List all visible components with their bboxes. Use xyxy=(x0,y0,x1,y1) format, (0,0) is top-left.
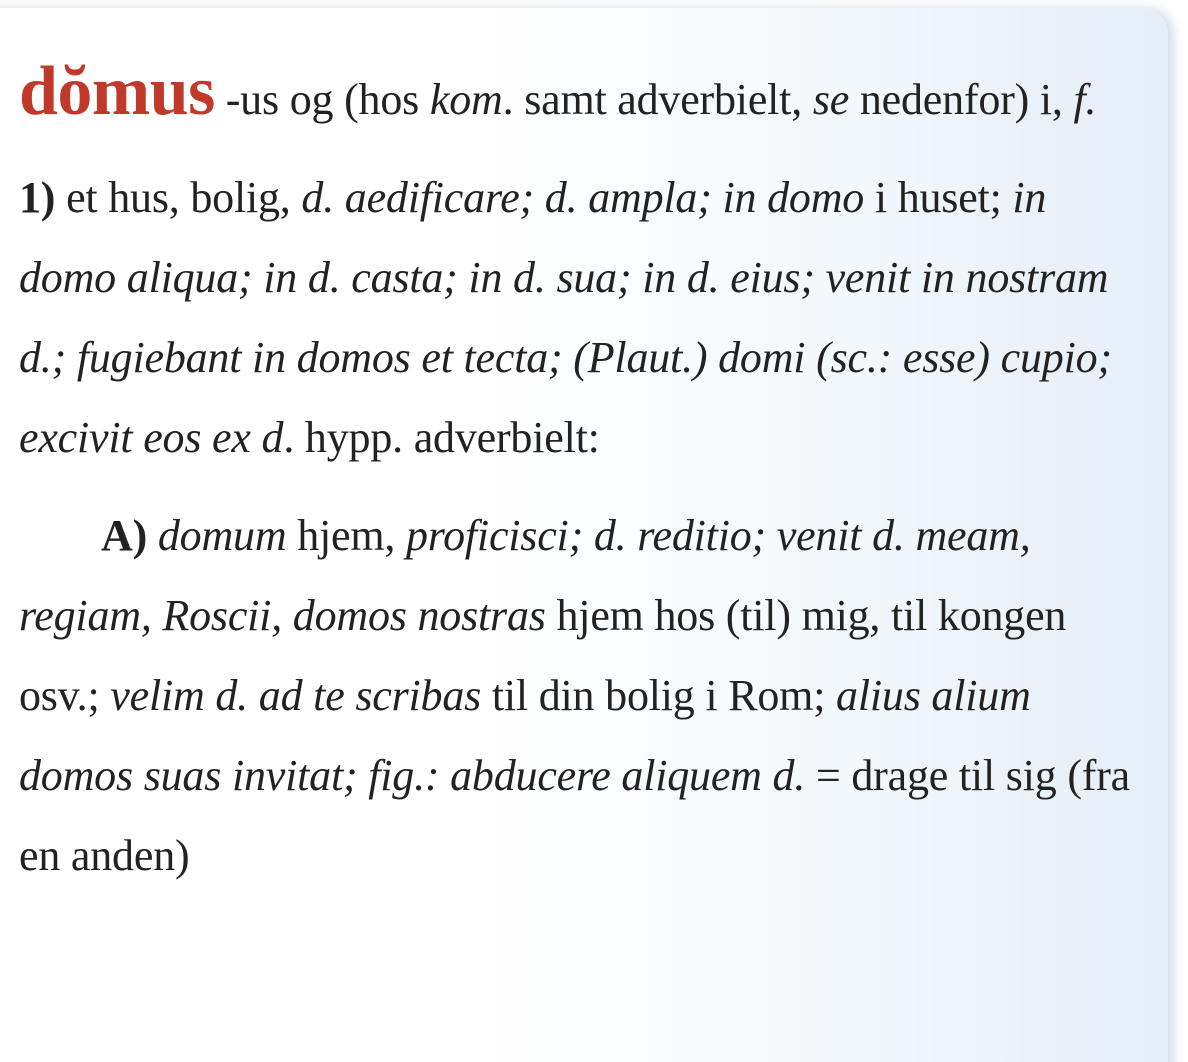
text-segment: nedenfor) i, xyxy=(849,75,1074,124)
text-segment: i huset; xyxy=(864,173,1013,222)
entry-intro xyxy=(215,75,1096,124)
text-segment: . samt adverbielt, xyxy=(502,75,813,124)
italic-segment: kom xyxy=(429,75,503,124)
text-segment: -us og (hos xyxy=(214,75,430,124)
text-segment xyxy=(147,511,158,560)
dictionary-entry xyxy=(19,52,1139,896)
text-segment: til din bolig i Rom; xyxy=(481,671,837,720)
sense-1-text xyxy=(19,173,1112,462)
text-segment: hjem hos (til) mig, til kongen osv.; xyxy=(19,591,1067,720)
text-segment: hjem, xyxy=(286,511,406,560)
sense-1 xyxy=(19,158,1139,478)
text-segment: et hus, bolig, xyxy=(55,173,302,222)
subsense-a xyxy=(19,496,1139,896)
italic-segment: f. xyxy=(1073,75,1097,124)
subsense-a-number: A) xyxy=(101,511,148,560)
sense-1-number: 1) xyxy=(19,173,56,222)
italic-segment: velim d. ad te scribas xyxy=(110,671,482,720)
italic-segment: in domo aliqua; in d. casta; in d. sua; in d. eius; venit in nostram d.; fugiebant in domos et tecta; (Plaut.) domi (sc.: esse) cupio; excivit eos ex d xyxy=(19,173,1112,462)
italic-segment: alius alium domos suas invitat; fig.: abducere aliquem d. xyxy=(19,671,1031,800)
italic-segment: domum xyxy=(157,511,287,560)
text-segment: = drage til sig (fra en anden) xyxy=(19,751,1131,880)
subsense-a-text xyxy=(19,511,1130,880)
entry-header xyxy=(19,52,1139,140)
italic-segment: se xyxy=(812,75,850,124)
headword: dŏmus xyxy=(19,53,215,130)
text-segment: . hypp. adverbielt: xyxy=(283,413,600,462)
italic-segment: proficisci; d. reditio; venit d. meam, regiam, Roscii, domos nostras xyxy=(19,511,1031,640)
italic-segment: d. aedificare; d. ampla; in domo xyxy=(301,173,865,222)
